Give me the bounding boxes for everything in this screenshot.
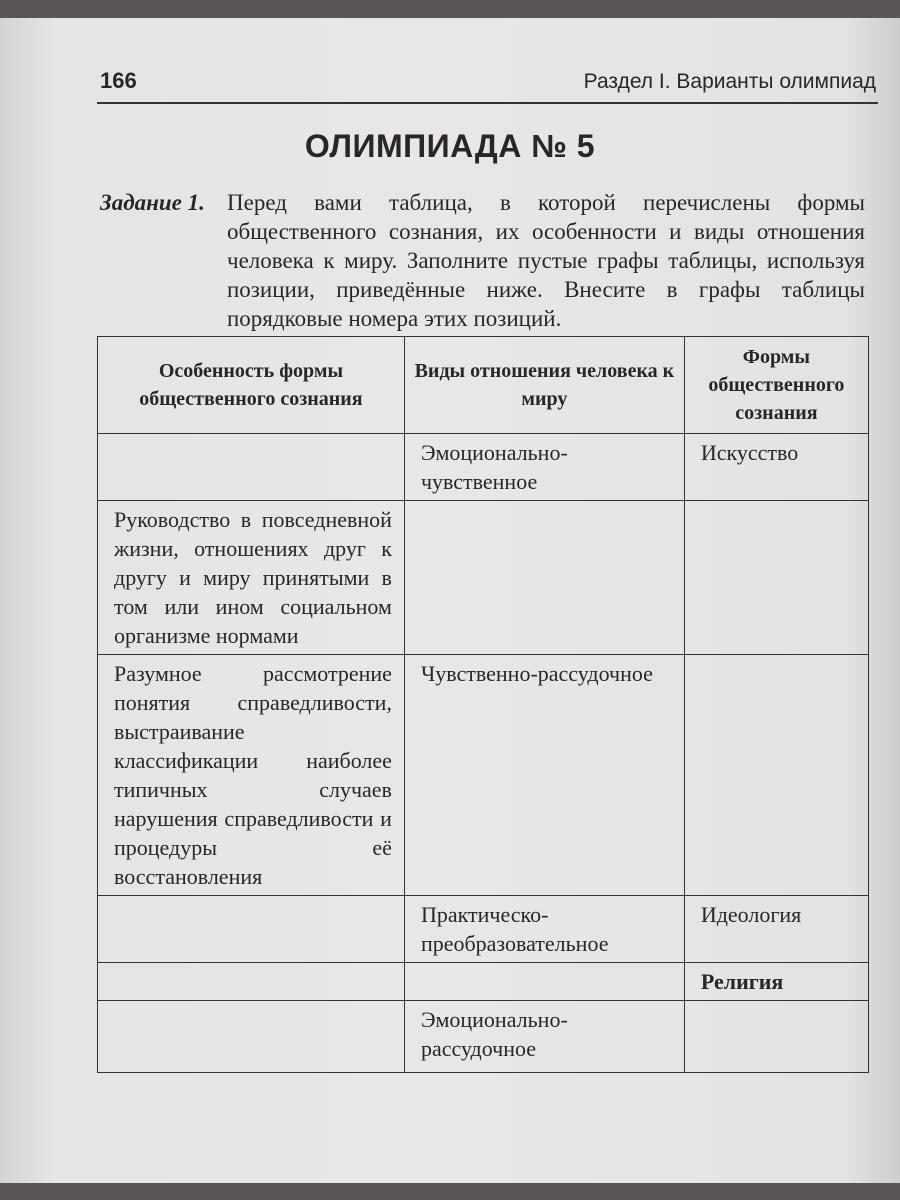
page-title: ОЛИМПИАДА № 5 [304,128,596,164]
task-table [97,336,869,1073]
cell [98,1001,405,1073]
cell [684,655,868,896]
cell: Практическо-преобразовательное [404,896,684,963]
cell: Чувственно-рассудочное [404,655,684,896]
cell [404,963,684,1001]
header-feature: Особенность формы общественного сознания [98,337,405,434]
running-title: Раздел I. Варианты олимпиад [583,70,876,93]
cell: Эмоционально-чувственное [404,434,684,501]
cell: Религия [684,963,868,1001]
header-relation: Виды отношения человека к миру [404,337,684,434]
table-row [98,501,869,655]
cell [98,963,405,1001]
cell: Разумное рассмотрение понятия справедливости, выстраивание классификации наиболее типичных случаев нарушения справедливости и процедуры её восстановления [98,655,405,896]
page-number: 166 [100,68,137,93]
cell [98,896,405,963]
task-paragraph [100,188,865,333]
table-row [98,1001,869,1073]
cell [684,501,868,655]
cell [98,434,405,501]
task-text: Перед вами таблица, в которой перечислены формы общественного сознания, их особенности и виды отношения человека к миру. Заполните пустые графы таблицы, используя позиции, приведённые ниже. Внесите в графы таблицы порядковые номера этих позиций. [227,190,865,331]
header-rule [97,102,878,104]
cell: Идеология [684,896,868,963]
cell [684,1001,868,1073]
table-row [98,655,869,896]
cell: Руководство в повседневной жизни, отношениях друг к другу и миру принятыми в том или ином социальном организме нормами [98,501,405,655]
table-row [98,963,869,1001]
header-form: Формы общественного сознания [684,337,868,434]
cell [404,501,684,655]
cell: Искусство [684,434,868,501]
table-row [98,434,869,501]
task-label: Задание 1. [100,190,205,215]
table-header-row [98,337,869,434]
table-row [98,896,869,963]
cell: Эмоционально-рассудочное [404,1001,684,1073]
